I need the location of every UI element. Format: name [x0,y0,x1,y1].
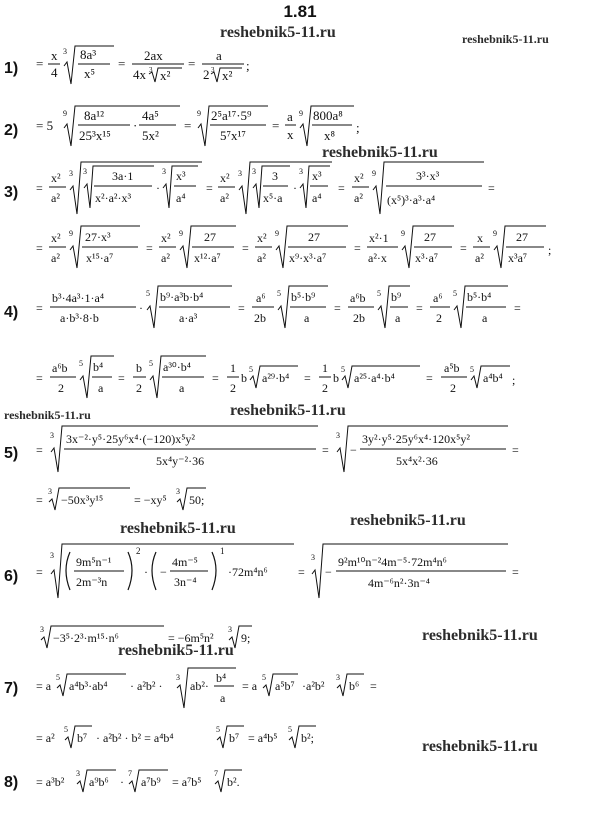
svg-text:a: a [287,109,293,124]
svg-text:a·b³·8·b: a·b³·8·b [60,311,99,325]
svg-text:a: a [179,381,185,395]
problem-number: 5) [4,445,19,462]
watermark: reshebnik5-11.ru [350,512,466,529]
svg-text:5: 5 [453,289,457,298]
svg-text:a²: a² [161,251,170,265]
formula-3a [36,158,496,218]
svg-text:=: = [212,371,219,385]
svg-text:= 5: = 5 [36,118,54,133]
svg-text:x²·a²·x³: x²·a²·x³ [95,191,132,205]
svg-text:=: = [36,241,43,255]
svg-text:a²: a² [257,251,266,265]
svg-text:2ax: 2ax [144,48,163,63]
svg-text:a: a [482,311,488,325]
svg-text:x: x [287,127,294,142]
svg-text:5: 5 [277,289,281,298]
svg-text:27: 27 [204,230,216,244]
svg-text:9: 9 [69,229,73,238]
svg-text:3: 3 [69,169,73,178]
svg-text:5: 5 [79,359,83,368]
svg-text:b⁶: b⁶ [349,679,360,693]
svg-text:a·a³: a·a³ [179,311,198,325]
svg-text:x⁵·a: x⁵·a [263,191,283,205]
svg-text:3: 3 [336,673,340,682]
svg-text:x²: x² [160,68,171,83]
svg-text:= a³b²: = a³b² [36,775,65,789]
svg-text:9: 9 [275,229,279,238]
svg-text:x⁸: x⁸ [324,128,336,143]
svg-text:5: 5 [146,289,150,298]
svg-text:27: 27 [424,230,436,244]
svg-text:3³·x³: 3³·x³ [416,169,440,183]
svg-text:27: 27 [308,230,320,244]
svg-text:=: = [272,118,280,133]
svg-text:9: 9 [63,109,67,118]
svg-text:ab²·: ab²· [190,679,209,693]
svg-text:b: b [136,361,142,375]
svg-text:4: 4 [51,65,58,80]
svg-text:=: = [304,371,311,385]
watermark: reshebnik5-11.ru [118,642,234,659]
problem-number: 8) [4,774,19,791]
svg-text:5x⁴y⁻²·36: 5x⁴y⁻²·36 [156,454,205,468]
svg-text:3: 3 [162,167,166,176]
svg-text:5: 5 [249,365,253,374]
svg-text:=: = [488,181,495,195]
watermark: reshebnik5-11.ru [230,402,346,419]
svg-text:a²: a² [220,191,229,205]
svg-text:=: = [36,443,43,457]
svg-text:5x⁴x²·36: 5x⁴x²·36 [396,454,438,468]
svg-text:·: · [144,565,148,579]
svg-text:5: 5 [341,365,345,374]
svg-text:·72m⁴n⁶: ·72m⁴n⁶ [228,565,268,579]
svg-text:800a⁸: 800a⁸ [313,108,343,123]
svg-text:a²⁹·b⁴: a²⁹·b⁴ [262,371,290,385]
svg-text:a⁴b⁴: a⁴b⁴ [483,371,503,385]
svg-text:2: 2 [58,381,64,395]
svg-text:a⁹b⁶: a⁹b⁶ [89,775,109,789]
svg-text:·a²b²: ·a²b² [302,679,325,693]
svg-text:x²·1: x²·1 [369,231,389,245]
svg-text:a⁴: a⁴ [176,191,186,205]
svg-text:a: a [304,311,310,325]
svg-text:a: a [216,48,222,63]
watermark: reshebnik5-11.ru [220,24,336,41]
svg-text:a⁶b: a⁶b [52,361,68,375]
svg-text:a²: a² [51,191,60,205]
svg-text:5: 5 [216,725,220,734]
svg-text:2b: 2b [254,311,266,325]
svg-text:3: 3 [176,673,180,682]
formula-6a [36,540,576,602]
svg-text:3: 3 [149,66,153,74]
svg-text:27·x³: 27·x³ [85,230,111,244]
problem-title: 1.81 [283,2,317,21]
svg-text:−: − [350,443,357,457]
formula-3b [36,222,596,272]
svg-text:x³·a⁷: x³·a⁷ [415,251,439,265]
svg-text:5⁷x¹⁷: 5⁷x¹⁷ [220,128,246,143]
svg-text:27: 27 [516,230,528,244]
svg-text:=: = [242,241,249,255]
svg-text:b⁴: b⁴ [216,671,227,685]
svg-text:x: x [477,231,483,245]
formula-5b [36,484,296,514]
svg-text:2m⁻³n: 2m⁻³n [76,575,108,589]
svg-text:3: 3 [238,169,242,178]
svg-text:a⁶b: a⁶b [350,291,366,305]
svg-text:−3⁵·2³·m¹⁵·n⁶: −3⁵·2³·m¹⁵·n⁶ [53,631,119,645]
svg-text:7: 7 [214,769,218,778]
svg-text:b⁹: b⁹ [391,290,402,304]
svg-text:5x²: 5x² [142,128,159,143]
svg-text:b⁷: b⁷ [229,731,240,745]
svg-text:3: 3 [176,487,180,496]
svg-text:−: − [160,565,167,579]
svg-text:· a²b² ·: · a²b² · [130,679,163,693]
svg-text:4x: 4x [133,67,146,82]
svg-text:b⁹·a³b·b⁴: b⁹·a³b·b⁴ [160,290,204,304]
svg-text:2: 2 [136,381,142,395]
svg-text:5: 5 [149,359,153,368]
svg-text:−50x³y¹⁵: −50x³y¹⁵ [61,493,104,507]
svg-text:=: = [512,443,519,457]
svg-text:x³: x³ [312,169,322,183]
svg-text:=: = [184,118,192,133]
svg-text:5: 5 [470,365,474,374]
svg-text:3: 3 [211,66,215,74]
svg-text:a⁴b³·ab⁴: a⁴b³·ab⁴ [69,679,108,693]
svg-text:=: = [334,301,341,315]
svg-text:4m⁻⁶n²·3n⁻⁴: 4m⁻⁶n²·3n⁻⁴ [368,576,430,590]
svg-text:3: 3 [228,625,232,634]
svg-text:3: 3 [252,167,256,176]
svg-text:3: 3 [63,47,67,56]
svg-text:3y²·y⁵·25y⁶x⁴·120x⁵y²: 3y²·y⁵·25y⁶x⁴·120x⁵y² [362,432,470,446]
svg-text:4m⁻⁵: 4m⁻⁵ [172,555,198,569]
svg-text:=: = [514,301,521,315]
svg-text:x¹²·a⁷: x¹²·a⁷ [194,251,221,265]
svg-text:=: = [146,241,153,255]
svg-text:;: ; [512,373,516,387]
svg-text:a²: a² [354,191,363,205]
svg-text:x³: x³ [176,169,186,183]
svg-text:a²: a² [51,251,60,265]
svg-text:9: 9 [401,229,405,238]
svg-text:=: = [36,56,44,71]
svg-text:= a: = a [242,679,258,693]
svg-text:= −xy⁵: = −xy⁵ [134,493,167,507]
svg-text:=: = [298,565,305,579]
svg-text:9: 9 [179,229,183,238]
svg-text:a²·x: a²·x [368,251,387,265]
svg-text:2: 2 [203,67,210,82]
svg-text:=: = [36,493,43,507]
svg-text:2: 2 [136,546,141,556]
formula-8 [36,764,336,796]
svg-text:3: 3 [336,431,340,440]
problem-number: 4) [4,304,19,321]
svg-text:9m⁵n⁻¹: 9m⁵n⁻¹ [76,555,112,569]
svg-text:2: 2 [450,381,456,395]
svg-text:3: 3 [299,167,303,176]
svg-text:=: = [206,181,213,195]
svg-text:=: = [36,181,43,195]
svg-text:3a·1: 3a·1 [112,169,134,183]
formula-1 [36,40,276,90]
formula-7b [36,722,496,752]
svg-text:;: ; [246,58,250,73]
svg-text:=: = [338,181,345,195]
svg-text:a²: a² [475,251,484,265]
svg-text:3: 3 [83,167,87,176]
svg-text:a³⁰·b⁴: a³⁰·b⁴ [163,360,191,374]
formula-4b [36,352,576,402]
watermark: reshebnik5-11.ru [422,738,538,755]
svg-text:·: · [156,181,160,195]
problem-number: 7) [4,680,19,697]
svg-text:a⁷b⁹: a⁷b⁹ [141,775,161,789]
svg-text:b⁷: b⁷ [77,731,88,745]
svg-text:3: 3 [50,551,54,560]
svg-text:3: 3 [50,431,54,440]
svg-text:2: 2 [322,381,328,395]
svg-text:=: = [416,301,423,315]
svg-text:x⁹·x³·a⁷: x⁹·x³·a⁷ [289,251,327,265]
svg-text:−: − [325,565,332,579]
svg-text:a: a [395,311,401,325]
svg-text:5: 5 [262,673,266,682]
svg-text:a²⁵·a⁴·b⁴: a²⁵·a⁴·b⁴ [354,371,395,385]
svg-text:= a²: = a² [36,731,55,745]
svg-text:= a⁴b⁵: = a⁴b⁵ [248,731,278,745]
svg-text:2: 2 [230,381,236,395]
svg-text:9;: 9; [241,631,251,645]
svg-text:·: · [293,181,297,195]
svg-text:a⁵b: a⁵b [444,361,460,375]
svg-text:3n⁻⁴: 3n⁻⁴ [174,575,197,589]
svg-text:= a: = a [36,679,52,693]
svg-text:b: b [241,371,247,385]
svg-text:9²m¹⁰n⁻²4m⁻⁵·72m⁴n⁶: 9²m¹⁰n⁻²4m⁻⁵·72m⁴n⁶ [338,555,447,569]
svg-text:=: = [512,565,519,579]
watermark: reshebnik5-11.ru [462,32,549,46]
svg-text:(x⁵)³·a³·a⁴: (x⁵)³·a³·a⁴ [387,193,436,207]
svg-text:b²;: b²; [301,731,314,745]
svg-text:x³a⁷: x³a⁷ [508,251,528,265]
svg-text:3: 3 [40,625,44,634]
svg-text:x²: x² [257,231,267,245]
svg-text:=: = [460,241,467,255]
svg-text:a⁵b⁷: a⁵b⁷ [275,679,295,693]
formula-6b [40,622,340,652]
svg-text:;: ; [548,243,552,257]
svg-text:= −6m⁵n²: = −6m⁵n² [168,631,214,645]
problem-number: 2) [4,122,19,139]
svg-text:·: · [139,301,143,315]
svg-text:7: 7 [128,769,132,778]
formula-7a [36,664,496,710]
svg-text:8a³: 8a³ [80,47,97,62]
svg-text:a⁶: a⁶ [433,291,443,305]
svg-text:x²: x² [222,68,233,83]
svg-text:9: 9 [197,109,201,118]
svg-text:=: = [188,56,196,71]
svg-text:;: ; [356,120,360,135]
svg-text:8a¹²: 8a¹² [84,108,105,123]
svg-text:x²: x² [51,171,61,185]
svg-text:b⁵·b⁴: b⁵·b⁴ [467,290,492,304]
svg-text:9: 9 [299,109,303,118]
svg-text:=: = [426,371,433,385]
svg-text:9: 9 [372,169,376,178]
svg-text:x²: x² [354,171,364,185]
svg-text:x²: x² [220,171,230,185]
watermark: reshebnik5-11.ru [422,627,538,644]
svg-text:x²: x² [51,231,61,245]
svg-text:b².: b². [227,775,240,789]
svg-text:a: a [220,691,226,705]
svg-text:1: 1 [322,361,328,375]
watermark: reshebnik5-11.ru [4,408,91,422]
svg-text:a: a [98,381,104,395]
svg-text:2: 2 [436,311,442,325]
svg-text:b³·4a³·1·a⁴: b³·4a³·1·a⁴ [52,291,105,305]
svg-text:=: = [36,371,43,385]
svg-text:3: 3 [272,169,278,183]
svg-text:=: = [118,371,125,385]
svg-text:· a²b² · b² = a⁴b⁴: · a²b² · b² = a⁴b⁴ [96,731,174,745]
svg-text:x⁵: x⁵ [84,66,96,81]
svg-text:=: = [36,301,43,315]
svg-text:5: 5 [64,725,68,734]
svg-text:5: 5 [377,289,381,298]
svg-text:a⁶: a⁶ [256,291,266,305]
svg-text:5: 5 [56,673,60,682]
svg-text:x: x [51,48,58,63]
svg-text:x¹⁵·a⁷: x¹⁵·a⁷ [86,251,114,265]
svg-text:2⁵a¹⁷·5⁹: 2⁵a¹⁷·5⁹ [211,108,252,123]
svg-text:·: · [120,775,124,789]
watermark: reshebnik5-11.ru [322,144,438,161]
svg-text:b⁴: b⁴ [93,360,104,374]
svg-text:3x⁻²·y⁵·25y⁶x⁴·(−120)x⁵y²: 3x⁻²·y⁵·25y⁶x⁴·(−120)x⁵y² [66,432,196,446]
svg-text:9: 9 [493,229,497,238]
svg-text:3: 3 [311,553,315,562]
svg-text:= a⁷b⁵: = a⁷b⁵ [172,775,202,789]
svg-text:=: = [36,565,43,579]
svg-text:b⁵·b⁹: b⁵·b⁹ [291,290,316,304]
svg-text:5: 5 [288,725,292,734]
problem-number: 3) [4,184,19,201]
watermark: reshebnik5-11.ru [120,520,236,537]
svg-text:b: b [333,371,339,385]
svg-text:·: · [133,118,138,133]
svg-text:=: = [370,679,377,693]
svg-text:=: = [118,56,126,71]
svg-text:4a⁵: 4a⁵ [142,108,159,123]
svg-text:=: = [322,443,329,457]
problem-number: 1) [4,60,19,77]
formula-4a [36,282,576,332]
svg-text:x²: x² [161,231,171,245]
svg-text:1: 1 [220,546,225,556]
formula-2 [36,100,366,150]
svg-text:3: 3 [48,487,52,496]
svg-text:=: = [354,241,361,255]
formula-5a [36,422,576,476]
svg-text:1: 1 [230,361,236,375]
svg-text:a⁴: a⁴ [312,191,322,205]
problem-number: 6) [4,568,19,585]
svg-text:25³x¹⁵: 25³x¹⁵ [79,128,111,143]
svg-text:=: = [238,301,245,315]
svg-text:2b: 2b [353,311,365,325]
svg-text:3: 3 [76,769,80,778]
svg-text:50;: 50; [189,493,205,507]
